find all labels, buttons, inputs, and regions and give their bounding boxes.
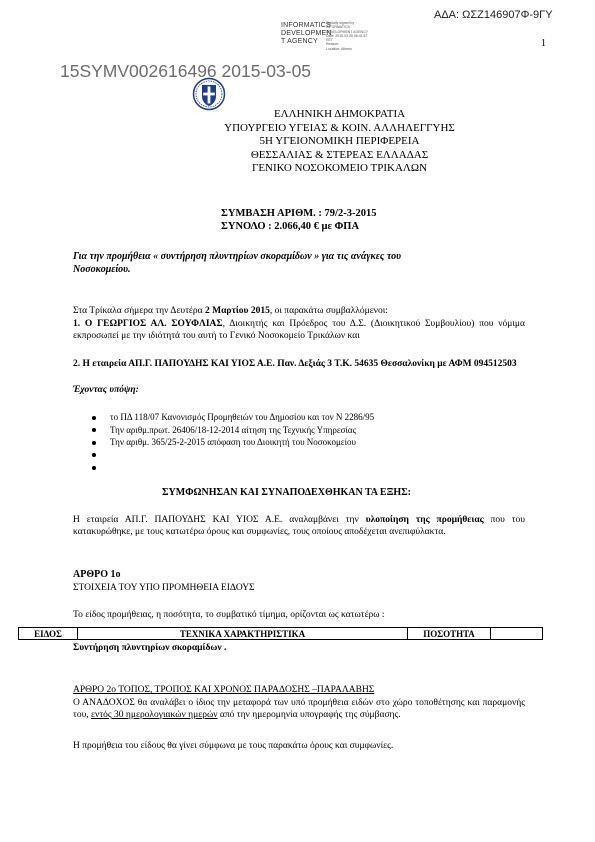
signature-org-line: DEVELOPMEN xyxy=(281,30,332,37)
digital-signature-org xyxy=(281,22,332,46)
contract-info xyxy=(0,207,595,233)
signature-meta-line: Digitally signed by xyxy=(326,21,355,25)
table-header-cell: ΕΙΔΟΣ xyxy=(19,628,78,640)
signature-meta-line: INFORMATICS xyxy=(326,25,350,30)
intro-text: Στα Τρίκαλα σήμερα την Δευτέρα xyxy=(73,306,205,316)
table-header-cell xyxy=(491,628,543,640)
list-item: Την αριθμ.πρωτ. 26406/18-12-2014 αίτηση της Τεχνικής Υπηρεσίας xyxy=(91,424,521,437)
contract-number: ΣΥΜΒΑΣΗ ΑΡΙΘΜ. : 79/2-3-2015 xyxy=(221,208,377,219)
table-item: Συντήρηση πλυντηρίων σκοραμίδων . xyxy=(73,643,227,653)
digital-signature-meta xyxy=(326,21,368,51)
protocol-watermark: 15SYMV002616496 2015-03-05 xyxy=(60,61,312,81)
intro-paragraph xyxy=(73,305,525,317)
article-2-title: ΑΡΘΡΟ 2ο ΤΟΠΟΣ, ΤΡΟΠΟΣ ΚΑΙ ΧΡΟΝΟΣ ΠΑΡΑΔΟΣΗΣ –ΠΑΡΑΛΑΒΗΣ xyxy=(73,685,375,695)
article-2-closing: Η προμήθεια του είδους θα γίνει σύμφωνα με τους παρακάτω όρους και συμφωνίες. xyxy=(73,741,394,751)
list-item: Την αριθμ. 365/25-2-2015 απόφαση του Διοικητή του Νοσοκομείου xyxy=(91,436,521,449)
table-header-cell: ΤΕΧΝΙΚΑ ΧΑΡΑΚΤΗΡΙΣΤΙΚΑ xyxy=(78,628,408,640)
subject-line: Για την προμήθεια « συντήρηση πλυντηρίων σκοραμίδων » για τις ανάγκες του xyxy=(73,251,402,262)
list-item: το ΠΔ 118/07 Κανονισμός Προμηθειών του Δημοσίου και τον Ν 2286/95 xyxy=(91,411,521,424)
intro-text: , οι παρακάτω συμβαλλόμενοι: xyxy=(269,306,388,316)
party-number: 1. xyxy=(73,319,85,329)
page-number: 1 xyxy=(541,38,546,49)
company-text-bold: υλοποίηση της προμήθειας xyxy=(365,515,484,525)
letterhead-line: ΓΕΝΙΚΟ ΝΟΣΟΚΟΜΕΙΟ ΤΡΙΚΑΛΩΝ xyxy=(251,162,428,175)
subject xyxy=(73,250,525,276)
considering-label: Έχοντας υπόψη: xyxy=(73,385,139,395)
intro-date: 2 Μαρτίου 2015 xyxy=(205,306,270,316)
article-1-text: Το είδος προμήθειας, η ποσότητα, το συμβατικό τίμημα, ορίζονται ως κατωτέρω : xyxy=(73,610,385,620)
company-text: που του κατακυρώθηκε, με τους κατωτέρω όρους και συμφωνίες, τους οποίους αποδέχεται ανεπιφύλακτα. xyxy=(73,515,525,537)
greek-coat-of-arms-icon xyxy=(192,77,226,111)
agreed-heading: ΣΥΜΦΩΝΗΣΑΝ ΚΑΙ ΣΥΝΑΠΟΔΕΧΘΗΚΑΝ ΤΑ ΕΞΗΣ: xyxy=(162,487,412,498)
party-description: , Διοικητής και Πρόεδρος του Δ.Σ. (Διοικητικού Συμβουλίου) που νόμιμα εκπροσωπεί με την ιδιότητά του αυτή το Γενικό Νοσοκομείο Τρικάλων και xyxy=(73,319,525,341)
table-header-row xyxy=(19,628,543,640)
list-item xyxy=(91,449,521,462)
signature-org-line: T AGENCY xyxy=(281,38,318,45)
items-table xyxy=(18,627,543,640)
table-header-cell: ΠΟΣΟΤΗΤΑ xyxy=(408,628,491,640)
letterhead-line: ΘΕΣΣΑΛΙΑΣ & ΣΤΕΡΕΑΣ ΕΛΛΑΔΑΣ xyxy=(250,148,429,161)
considerations-list xyxy=(91,411,521,474)
article-2-paragraph xyxy=(73,697,525,721)
signature-meta-line: Reason: xyxy=(326,42,340,47)
signature-meta-line: DEVELOPMENT AGENCY xyxy=(326,29,368,34)
signature-meta-line: Date: 2015.03.05 08:41:57 xyxy=(326,33,368,38)
signature-meta-line: Location: Athens xyxy=(326,46,352,51)
article-2-deadline: εντός 30 ημερολογιακών ημερών xyxy=(91,710,218,720)
company-text: Η εταιρεία ΑΠ.Γ. ΠΑΠΟΥΔΗΣ ΚΑΙ ΥΙΟΣ Α.Ε. αναλαμβάνει την xyxy=(73,515,366,525)
letterhead-line: ΕΛΛΗΝΙΚΗ ΔΗΜΟΚΡΑΤΙΑ xyxy=(273,108,406,120)
article-2-text: Ο ΑΝΑΔΟΧΟΣ θα αναλάβει ο ίδιος την μεταφορά των υπό προμήθεια ειδών στο χώρο τοποθέτησης και παραμονής του, xyxy=(73,698,525,720)
company-paragraph xyxy=(73,514,525,538)
letterhead-line: ΥΠΟΥΡΓΕΙΟ ΥΓΕΙΑΣ & ΚΟΙΝ. ΑΛΛΗΛΕΓΓΥΗΣ xyxy=(224,121,455,134)
party-1 xyxy=(73,318,525,342)
contract-total: ΣΥΝΟΛΟ : 2.066,40 € με ΦΠΑ xyxy=(221,221,360,232)
subject-line: Νοσοκομείου. xyxy=(73,264,131,275)
party-2: 2. Η εταιρεία ΑΠ.Γ. ΠΑΠΟΥΔΗΣ ΚΑΙ ΥΙΟΣ Α.Ε. Παν. Δεξιάς 3 Τ.Κ. 54635 Θεσσαλονίκη με ΑΦΜ 094512503 xyxy=(73,359,517,369)
signature-meta-line: EET xyxy=(326,38,333,43)
signature-org-line: INFORMATICS xyxy=(281,22,331,29)
article-1-title: ΑΡΘΡΟ 1ο xyxy=(73,569,121,580)
article-2-text: από την ημερομηνία υπογραφής της σύμβασης. xyxy=(217,710,401,720)
list-item xyxy=(91,461,521,474)
letterhead xyxy=(0,108,595,176)
party-name: Ο ΓΕΩΡΓΙΟΣ ΑΛ. ΣΟΥΦΛΙΑΣ xyxy=(84,319,223,329)
letterhead-line: 5Η ΥΓΕΙΟΝΟΜΙΚΗ ΠΕΡΙΦΕΡΕΙΑ xyxy=(259,135,420,148)
ada-number: ΑΔΑ: ΩΣΖ146907Φ-9ΓΥ xyxy=(434,9,553,21)
article-1-subtitle: ΣΤΟΙΧΕΙΑ ΤΟΥ ΥΠΟ ΠΡΟΜΗΘΕΙΑ ΕΙΔΟΥΣ xyxy=(73,583,255,593)
